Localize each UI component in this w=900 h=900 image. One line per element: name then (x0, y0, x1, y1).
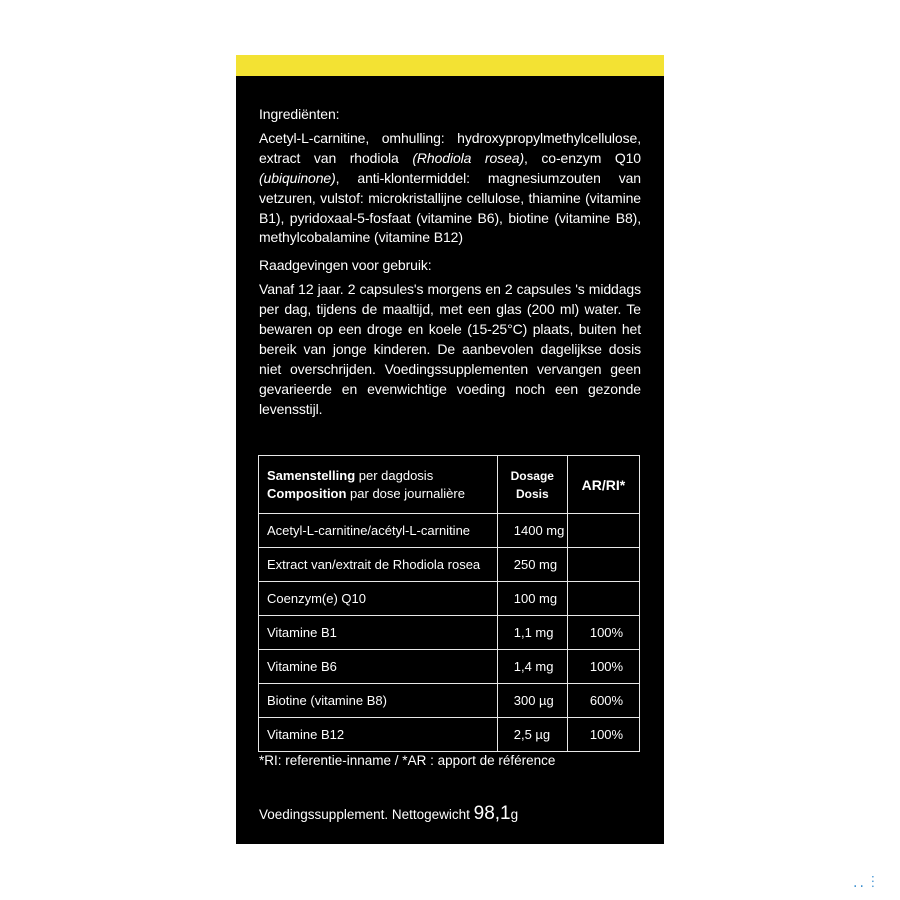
ingredient-ari (567, 548, 639, 582)
header-nl-bold: Samenstelling (267, 467, 356, 483)
ingredients-part: , co-enzym Q10 (524, 149, 641, 166)
net-weight (259, 803, 518, 825)
corner-watermark-icon: ..︙ (853, 875, 882, 891)
ingredient-ari: 600% (567, 684, 639, 718)
table-row (259, 650, 640, 684)
ingredients-latin-name: (ubiquinone) (259, 169, 336, 186)
footnote: *RI: referentie-inname / *AR : apport de référence (259, 753, 556, 768)
ingredient-ari (567, 514, 639, 548)
net-weight-unit: g (510, 807, 519, 822)
ingredient-ari (567, 582, 639, 616)
ingredient-ari: 100% (567, 616, 639, 650)
usage-text: Vanaf 12 jaar. 2 capsules's morgens en 2 capsules 's middags per dag, tijdens de maaltijd, met een glas (200 ml) water. Te bewaren op een droge en koele (15-25°C) plaats, buiten het bereik van jonge kinderen. De aanbevolen dagelijkse dosis niet overschrijden. Voedingssupplementen vervangen geen gevarieerde en evenwichtige voeding noch een gezonde levensstijl. (259, 281, 641, 417)
product-label-panel (236, 55, 664, 844)
table-row (259, 514, 640, 548)
table-row (259, 582, 640, 616)
ingredient-name: Biotine (vitamine B8) (259, 684, 498, 718)
ingredient-dose: 100 mg (497, 582, 567, 616)
ingredient-dose: 1400 mg (497, 514, 567, 548)
ingredients-latin-name: (Rhodiola rosea) (412, 149, 525, 166)
table-body (259, 514, 640, 752)
ingredient-name: Coenzym(e) Q10 (259, 582, 498, 616)
table-row (259, 616, 640, 650)
header-nl-rest: per dagdosis (355, 467, 434, 483)
ingredients-part: , anti-klontermiddel: magnesiumzouten van vetzuren, vulstof: microkristallijne cellulose, thiamine (vitamine B1), pyridoxaal-5-fosfaat (vitamine B6), biotine (vitamine B8), methylcobalamine (vitamine B12) (259, 169, 641, 246)
ingredient-ari: 100% (567, 718, 639, 752)
table-row (259, 684, 640, 718)
ingredients-part: Acetyl-L-carnitine, omhulling: hydroxypropylmethylcellulose, extract van rhodiola (259, 129, 641, 166)
ingredient-name: Vitamine B6 (259, 650, 498, 684)
yellow-stripe (236, 55, 664, 76)
ingredient-name: Vitamine B12 (259, 718, 498, 752)
dosage-header (497, 456, 567, 514)
net-weight-value: 98,1 (473, 803, 511, 824)
ingredient-ari: 100% (567, 650, 639, 684)
table-row (259, 548, 640, 582)
header-fr-rest: par dose journalière (346, 485, 465, 501)
net-weight-label: Voedingssupplement. Nettogewicht (259, 807, 474, 822)
ingredient-dose: 1,4 mg (497, 650, 567, 684)
ingredient-dose: 2,5 µg (497, 718, 567, 752)
dosage-header-line1: Dosage (510, 468, 554, 483)
composition-header (259, 456, 498, 514)
ingredients-text (259, 129, 641, 248)
ari-header: AR/RI* (567, 456, 639, 514)
ingredient-dose: 1,1 mg (497, 616, 567, 650)
label-text (259, 105, 641, 420)
ingredient-name: Extract van/extrait de Rhodiola rosea (259, 548, 498, 582)
ingredient-name: Vitamine B1 (259, 616, 498, 650)
ingredient-dose: 300 µg (497, 684, 567, 718)
table-row (259, 718, 640, 752)
usage-heading: Raadgevingen voor gebruik: (259, 257, 432, 274)
ingredient-dose: 250 mg (497, 548, 567, 582)
ingredients-heading: Ingrediënten: (259, 106, 340, 122)
dosage-header-line2: Dosis (515, 486, 549, 501)
table-header-row (259, 456, 640, 514)
header-fr-bold: Composition (267, 485, 347, 501)
ingredient-name: Acetyl-L-carnitine/acétyl-L-carnitine (259, 514, 498, 548)
composition-table (258, 455, 640, 752)
